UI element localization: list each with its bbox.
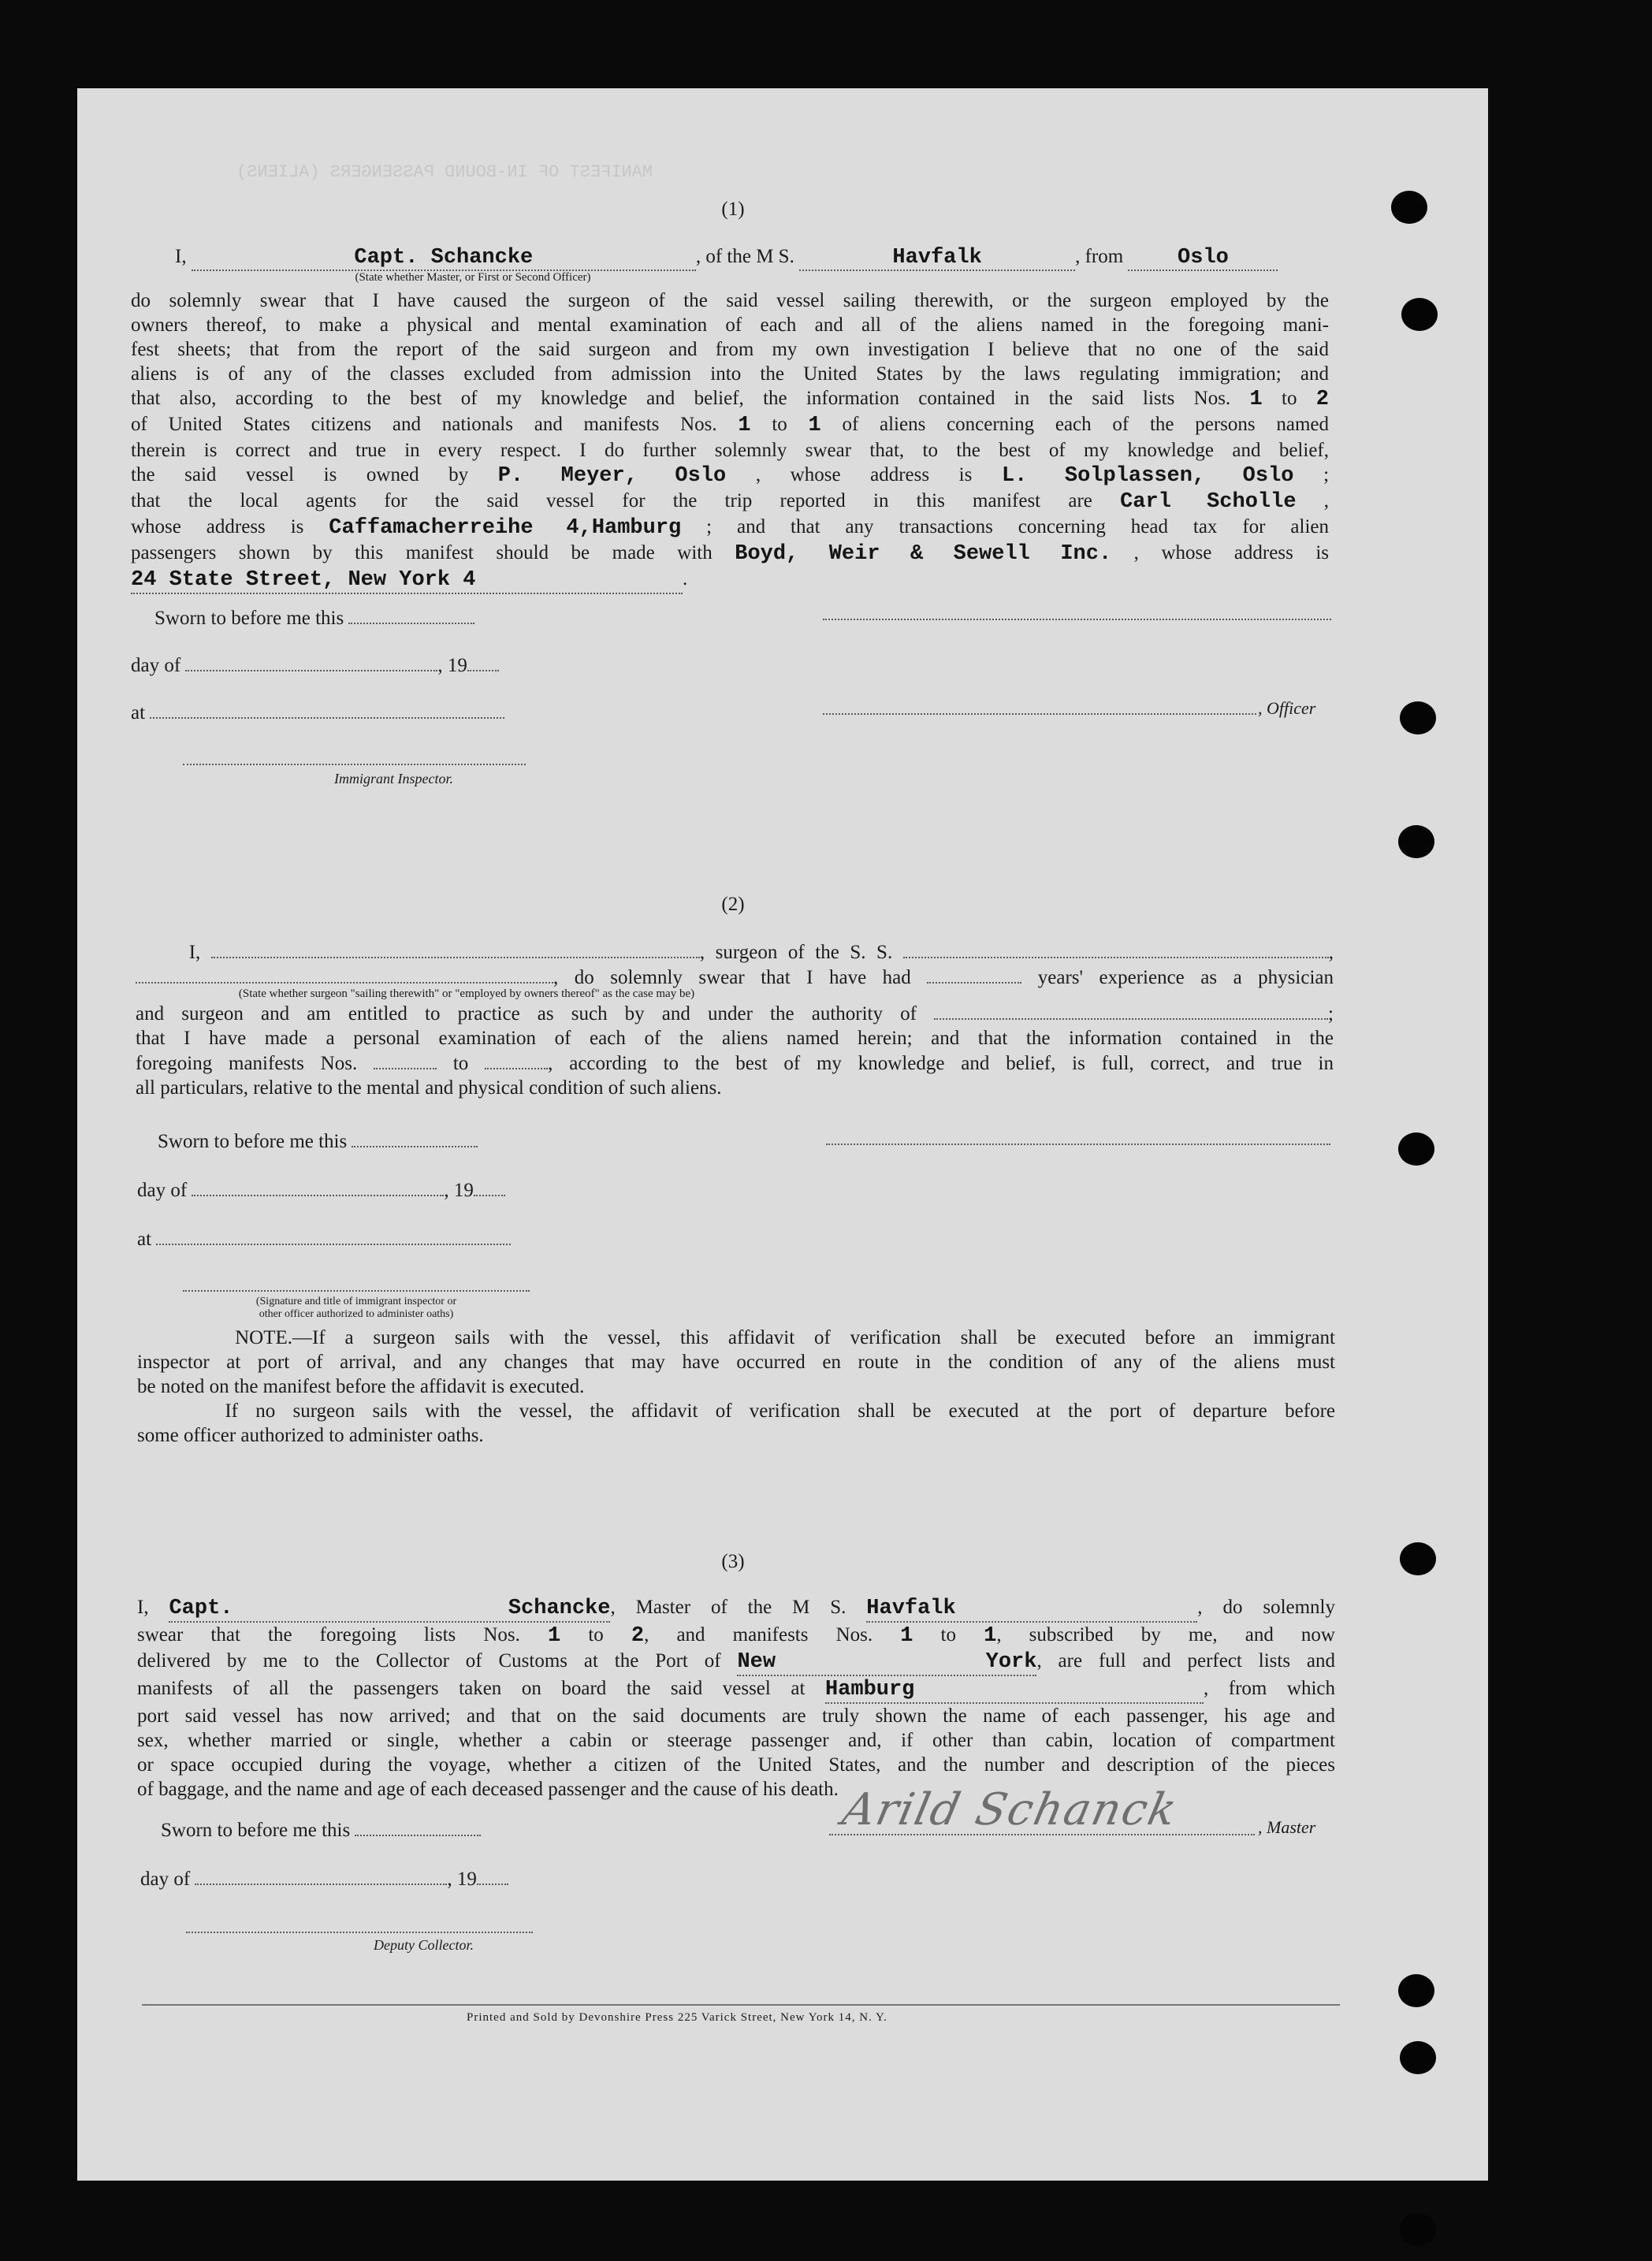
lists-to: 2 <box>1315 388 1329 411</box>
master-caption: (State whether Master, or First or Second Officer) <box>355 271 591 284</box>
section-3-oath: I, Capt. Schancke, Master of the M S. Havfalk , do solemnly swear that the foregoing lists Nos. 1 to 2, and manifests Nos. 1 to 1, subscribed by me, and now delivered by me to the Collector of Customs at the Port of New York, are full and perfect lists and manifests of all the passengers taken on board the said vessel at Hamburg , from which port said vessel has now arrived; and that on the said documents are truly shown the name of each passenger, his age and sex, whether married or single, whether a cabin or steerage passenger and, if other than cabin, location of compartment or space occupied during the voyage, whether a citizen of the United States, and the number and description of the pieces of baggage, and the name and age of each deceased passenger and the cause of his death. <box>137 1597 1336 1800</box>
section-1-at: at <box>131 700 504 724</box>
head-tax-agent-field: Boyd, Weir & Sewell Inc. <box>735 542 1112 566</box>
section-2-sworn: Sworn to before me this <box>158 1129 478 1153</box>
master-name-field-3: Capt. Schancke <box>169 1597 610 1623</box>
manifests-from-3: 1 <box>900 1624 913 1648</box>
section-3-sworn: Sworn to before me this <box>161 1817 481 1842</box>
inspector-label: Immigrant Inspector. <box>334 771 453 787</box>
head-tax-address-field: 24 State Street, New York 4 <box>131 568 683 594</box>
lists-to-3: 2 <box>631 1624 645 1648</box>
master-signature: Arild Schanck <box>838 1784 1183 1835</box>
boarded-at-field: Hamburg <box>825 1678 1204 1704</box>
section-3-day: day of , 19 <box>140 1866 508 1891</box>
section-2-number: (2) <box>721 894 745 915</box>
lists-from: 1 <box>1249 388 1263 411</box>
master-name-field: Capt. Schancke <box>192 246 696 271</box>
from-port-field: Oslo <box>1128 246 1278 271</box>
punch-hole <box>1398 1132 1434 1166</box>
local-agent-field: Carl Scholle <box>1120 490 1297 514</box>
vessel-name-field-3: Havfalk <box>866 1597 1197 1623</box>
manifests-to-3: 1 <box>984 1624 997 1648</box>
punch-hole <box>1400 2041 1436 2074</box>
section-2-oath: I, , surgeon of the S. S. , , do solemnly swear that I have had years' experience as a physician and surgeon and am entitled to practice as such by and under the authority of ; that I have made a personal examination of each of the aliens named herein; and that the information contained in the foregoing manifests Nos. to , according to the best of my knowledge and belief, is full, correct, and true in all particulars, relative to the mental and physical condition of such aliens. <box>136 939 1334 1100</box>
section-1-day: day of , 19 <box>131 653 499 677</box>
printer-line: Printed and Sold by Devonshire Press 225 Varick Street, New York 14, N. Y. <box>467 2011 887 2024</box>
section-2-day: day of , 19 <box>137 1177 505 1202</box>
vessel-prefix: M S. <box>756 246 794 267</box>
section-2-sig-line <box>826 1143 1330 1145</box>
vessel-name-field: Havfalk <box>799 246 1075 271</box>
section-1-officer-line <box>823 712 1256 715</box>
officer-label: , Officer <box>1258 698 1316 718</box>
manifests-from: 1 <box>738 414 751 437</box>
punch-hole <box>1398 825 1434 858</box>
punch-hole <box>1391 191 1427 224</box>
punch-hole <box>1398 1974 1434 2007</box>
section-1-oath: do solemnly swear that I have caused the surgeon of the said vessel sailing therewith, or the surgeon employed by the owners thereof, to make a physical and mental examination of each and all of the aliens named in the foregoing mani- fest sheets; that from the report of the said surgeon and from my own investigation I believe that no one of the said aliens is of any of the classes excluded from admission into the United States by the laws regulating immigration; and that also, according to the best of my knowledge and belief, the information contained in the said lists Nos. 1 to 2 of United States citizens and nationals and manifests Nos. 1 to 1 of aliens concerning each of the persons named therein is correct and true in every respect. I do further solemnly swear that, to the best of my knowledge and belief, the said vessel is owned by P. Meyer, Oslo , whose address is L. Solplassen, Oslo ; that the local agents for the said vessel for the trip reported in this manifest are Carl Scholle , whose address is Caffamacherreihe 4,Hamburg ; and that any transactions concerning head tax for alien passengers shown by this manifest should be made with Boyd, Weir & Sewell Inc. , whose address is 24 State Street, New York 4 . <box>131 288 1329 594</box>
bleed-through-header: MANIFEST OF IN-BOUND PASSENGERS (ALIENS) <box>236 162 653 182</box>
inspector-sig-line <box>183 763 526 765</box>
punch-hole <box>1400 701 1436 734</box>
sig-caption-1: (Signature and title of immigrant inspector or <box>255 1296 457 1307</box>
punch-hole <box>1400 2213 1436 2246</box>
punch-hole <box>1401 298 1438 331</box>
footer-rule <box>142 2004 1340 2006</box>
owner-field: P. Meyer, Oslo <box>497 464 727 488</box>
manifests-to: 1 <box>808 414 821 437</box>
section-1-officer-sig-line <box>823 618 1331 620</box>
section-2-note: NOTE.—If a surgeon sails with the vessel, this affidavit of verification shall be executed before an immigrant inspector at port of arrival, and any changes that may have occurred en route in the condition of any of the aliens must be noted on the manifest before the affidavit is executed. If no surgeon sails with the vessel, the affidavit of verification shall be executed at the port of departure before some officer authorized to administer oaths. <box>137 1327 1336 1446</box>
punch-hole <box>1400 1542 1436 1575</box>
agent-address-field: Caffamacherreihe 4,Hamburg <box>329 516 682 540</box>
port-of-field: New York <box>737 1650 1036 1676</box>
section-2-inspector-line <box>183 1289 530 1292</box>
lists-from-3: 1 <box>548 1624 561 1648</box>
section-1-number: (1) <box>721 199 745 220</box>
collector-label: Deputy Collector. <box>374 1937 474 1953</box>
section-1-line-1: I, Capt. Schancke , of the M S. Havfalk , from Oslo <box>175 246 1278 271</box>
owner-address-field: L. Solplassen, Oslo <box>1001 464 1294 488</box>
surgeon-caption: (State whether surgeon "sailing therewith" or "employed by owners thereof" as the case may be) <box>238 987 695 1000</box>
master-label: , Master <box>1258 1817 1316 1837</box>
section-3-number: (3) <box>721 1551 745 1572</box>
section-2-at: at <box>137 1226 511 1251</box>
section-1-sworn: Sworn to before me this <box>154 605 474 630</box>
collector-sig-line <box>186 1931 533 1933</box>
sig-caption-2: other officer authorized to administer oaths) <box>259 1308 454 1320</box>
